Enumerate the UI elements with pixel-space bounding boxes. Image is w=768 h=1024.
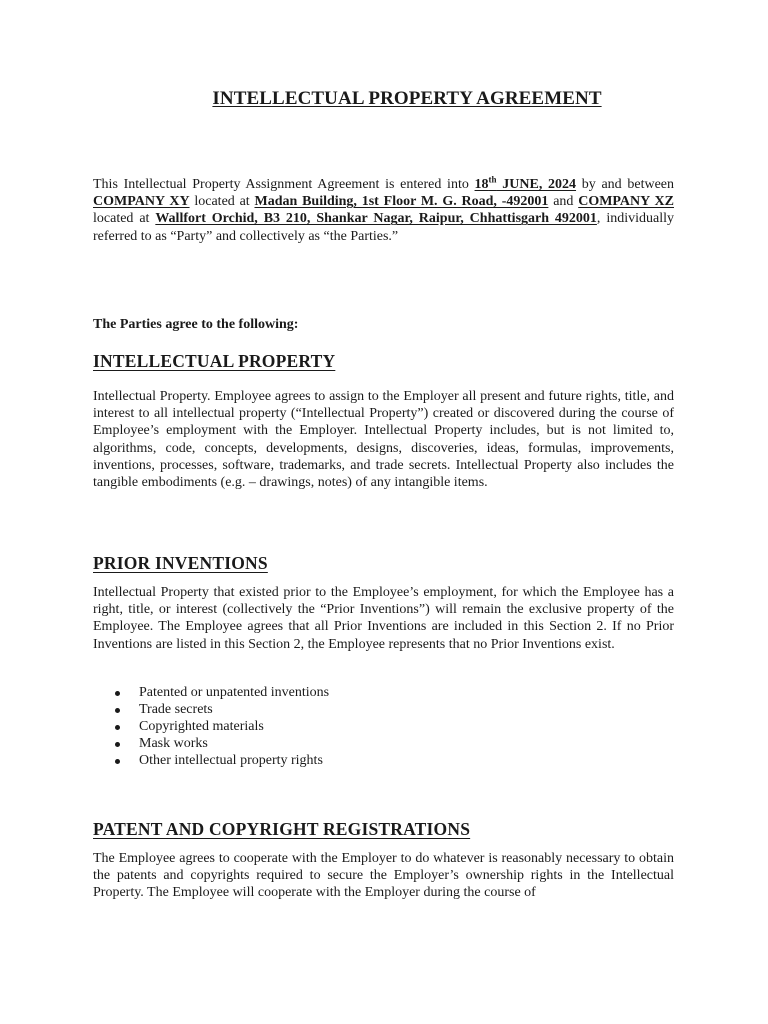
list-item — [93, 701, 329, 718]
agreement-date — [474, 174, 577, 192]
date-day: 18 — [474, 177, 489, 192]
bullet-icon — [115, 691, 120, 696]
list-item — [93, 752, 329, 769]
company-xz-address: Wallfort Orchid, B3 210, Shankar Nagar, Raipur, Chhattisgarh 492001 — [155, 211, 597, 227]
intro-text: located at — [189, 194, 255, 210]
list-item-text: Trade secrets — [139, 702, 213, 717]
list-item — [93, 718, 329, 735]
bullet-icon — [115, 759, 120, 764]
intro-text: This Intellectual Property Assignment Agreement is entered into — [93, 177, 475, 192]
section-body-intellectual-property: Intellectual Property. Employee agrees to assign to the Employer all present and future rights, title, and interest to all intellectual property (“Intellectual Property”) created or discovered during the course of Employee’s employment with the Employer. Intellectual Property includes, but is not limited to, algorithms, code, concepts, developments, designs, discoveries, ideas, formulas, improvements, inventions, processes, software, trademarks, and trade secrets. Intellectual Property also includes the tangible embodiments (e.g. – drawings, notes) of any intangible items. — [93, 389, 674, 491]
section-body-patent-copyright: The Employee agrees to cooperate with the Employer to do whatever is reasonably necessary to obtain the patents and copyrights required to secure the Employer’s ownership rights in the Intellectual Property. The Employee will cooperate with the Employer during the course of — [93, 851, 674, 901]
list-item-text: Patented or unpatented inventions — [139, 685, 330, 700]
list-item-text: Other intellectual property rights — [139, 753, 323, 768]
list-item-text: Mask works — [139, 736, 208, 751]
company-xy-address: Madan Building, 1st Floor M. G. Road, -492001 — [254, 194, 549, 210]
list-item — [93, 684, 329, 701]
intro-text: and — [548, 194, 579, 210]
intro-text: , individually referred to as “Party” and collectively as “the Parties.” — [93, 211, 674, 244]
document-title: INTELLECTUAL PROPERTY AGREEMENT — [212, 88, 602, 109]
intro-text: by and between — [576, 177, 674, 192]
company-xz: COMPANY XZ — [578, 194, 674, 210]
section-heading-intellectual-property: INTELLECTUAL PROPERTY — [93, 351, 336, 371]
intro-text: located at — [93, 211, 156, 227]
bullet-icon — [115, 708, 120, 713]
list-item — [93, 735, 329, 752]
parties-agree-line: The Parties agree to the following: — [93, 317, 299, 332]
section-heading-prior-inventions: PRIOR INVENTIONS — [93, 553, 268, 573]
prior-inventions-list — [93, 684, 329, 769]
list-item-text: Copyrighted materials — [139, 719, 264, 734]
date-suffix: th — [488, 174, 497, 185]
intro-paragraph — [93, 176, 674, 245]
company-xy: COMPANY XY — [93, 194, 190, 210]
section-heading-patent-copyright: PATENT AND COPYRIGHT REGISTRATIONS — [93, 819, 471, 839]
bullet-icon — [115, 742, 120, 747]
section-body-prior-inventions: Intellectual Property that existed prior to the Employee’s employment, for which the Employee has a right, title, or interest (collectively the “Prior Inventions”) will remain the exclusive property of the Employee. The Employee agrees that all Prior Inventions are included in this Section 2. If no Prior Inventions are listed in this Section 2, the Employee represents that no Prior Inventions exist. — [93, 585, 674, 652]
bullet-icon — [115, 725, 120, 730]
date-rest: JUNE, 2024 — [496, 177, 577, 192]
